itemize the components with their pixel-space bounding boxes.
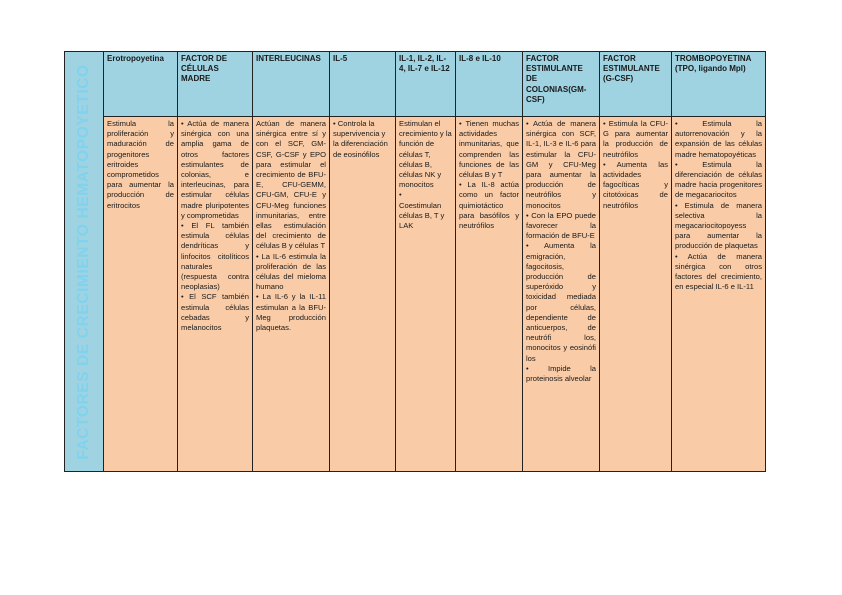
growth-factors-table: [64, 51, 766, 472]
header-cell: FACTOR ESTIMULANTE (G-CSF): [600, 52, 672, 117]
content-cell: • Tienen muchas actividades inmunitarias, que comprenden las funciones de las células B y T • La IL-8 actúa como un factor quimiotáctico para basófilos y neutrófilos: [456, 117, 523, 472]
content-cell: • Actúa de manera sinérgica con una amplia gama de otros factores estimulantes de colonias, e interleucinas, para estimular células madre pluripotentes y comprometidas • El FL también estimula células dendríticas y linfocitos citolíticos naturales (respuesta contra neoplasias) • El SCF también estimula células cebadas y melanocitos: [178, 117, 253, 472]
content-cell: Estimulan el crecimiento y la función de células T, células B, células NK y monocitos • Coestimulan células B, T y LAK: [396, 117, 456, 472]
header-cell: IL-5: [330, 52, 396, 117]
content-cell: Actúan de manera sinérgica entre sí y con el SCF, GM-CSF, G-CSF y EPO para estimular el crecimiento de BFU-E, CFU-GEMM, CFU-GM, CFU-E y CFU-Meg funciones inmunitarias, entre ellas estimulación del crecimiento de células B y células T • La IL-6 estimula la proliferación de las células del mieloma humano • La IL-6 y la IL-11 estimulan a la BFU-Meg producción plaquetas.: [253, 117, 330, 472]
header-cell: IL-1, IL-2, IL-4, IL-7 e IL-12: [396, 52, 456, 117]
header-cell: INTERLEUCINAS: [253, 52, 330, 117]
content-cell: • Controla la supervivencia y la diferenciación de eosinófilos: [330, 117, 396, 472]
header-cell: Erotropoyetina: [104, 52, 178, 117]
side-title-cell: [65, 52, 104, 472]
side-title: FACTORES DE CRECIMIENTO HEMATOPOYETICO: [74, 63, 92, 460]
content-cell: Estimula la proliferación y maduración de progenitores eritroides comprometidos para aumentar la producción de eritrocitos: [104, 117, 178, 472]
header-cell: FACTOR ESTIMULANTE DE COLONIAS(GM-CSF): [523, 52, 600, 117]
content-row: [65, 117, 766, 472]
content-cell: • Estimula la CFU-G para aumentar la producción de neutrófilos • Aumenta las actividades fagocíticas y citotóxicas de neutrófilos: [600, 117, 672, 472]
header-row: [65, 52, 766, 117]
content-cell: • Estimula la autorrenovación y la expansión de las células madre hematopoyéticas • Estimula la diferenciación de células madre hacia progenitores de megacariocitos • Estimula de manera selectiva la megacariocitopoyess para aumentar la producción de plaquetas • Actúa de manera sinérgica con otros factores del crecimiento, en especial IL-6 e IL-11: [672, 117, 766, 472]
content-cell: • Actúa de manera sinérgica con SCF, IL-1, IL-3 e IL-6 para estimular la CFU-GM y CFU-Meg para aumentar la producción de neutrófilos y monocitos • Con la EPO puede favorecer la formación de BFU-E • Aumenta la emigración, fagocitosis, producción de superóxido y toxicidad mediada por células, dependiente de anticuerpos, de neutrófi los, monocitos y eosinófi los • Impide la proteinosis alveolar: [523, 117, 600, 472]
header-cell: TROMBOPOYETINA (TPO, ligando Mpl): [672, 52, 766, 117]
header-cell: IL-8 e IL-10: [456, 52, 523, 117]
header-cell: FACTOR DE CÉLULAS MADRE: [178, 52, 253, 117]
